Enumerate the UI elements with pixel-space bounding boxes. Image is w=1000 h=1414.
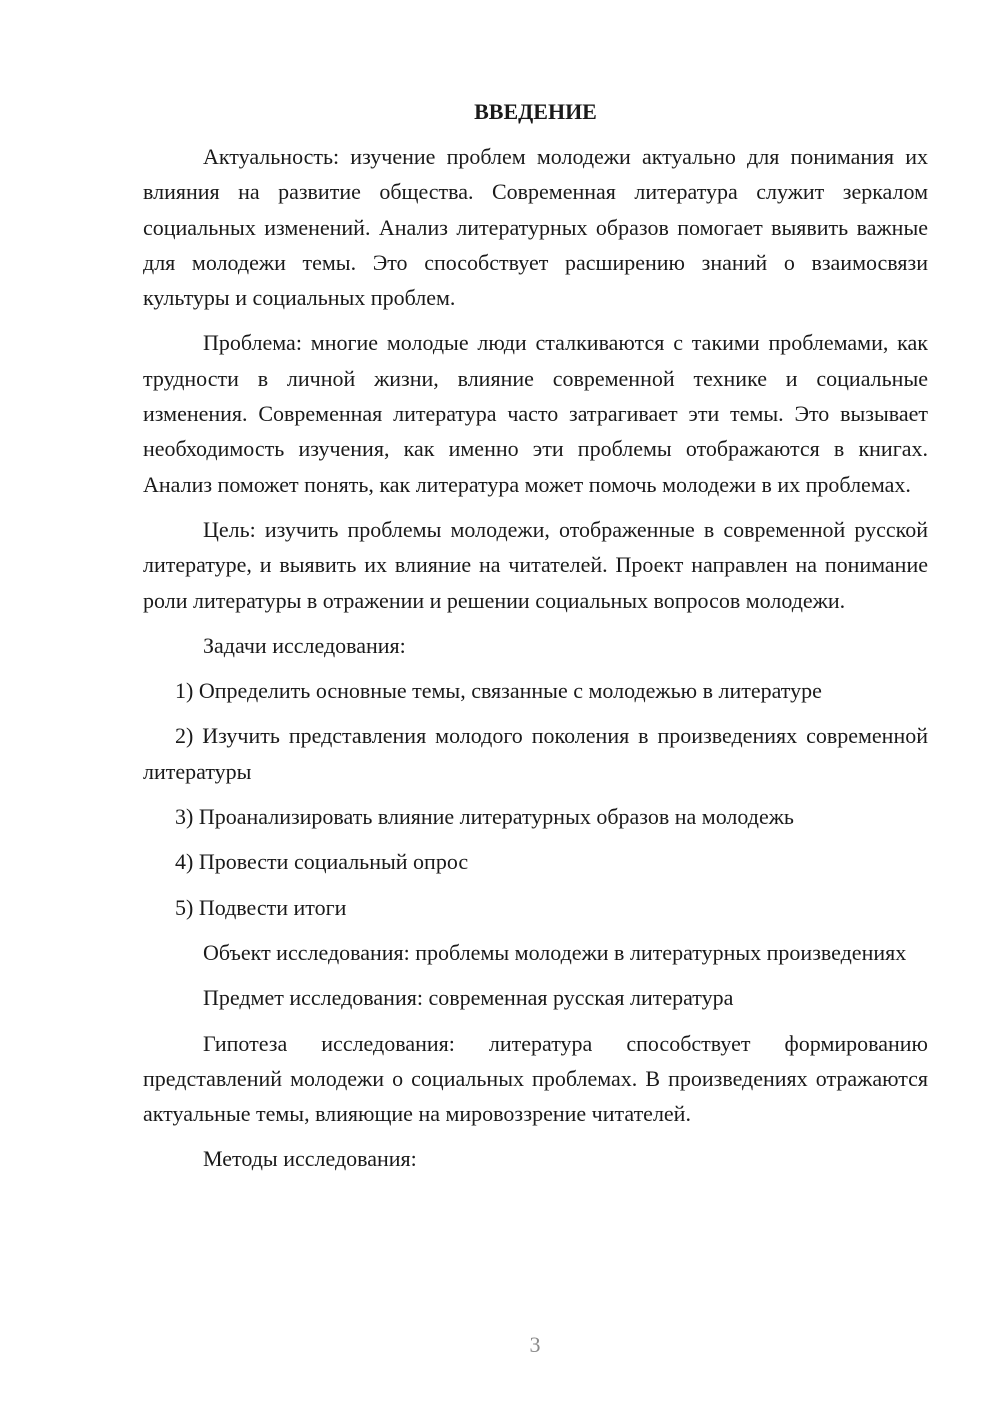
section-title: ВВЕДЕНИЕ [474, 99, 597, 124]
paragraph-methods: Методы исследования: [203, 1146, 417, 1172]
paragraph-goal: Цель: изучить проблемы молодежи, отображенные в современной русской литературе, и выявить их влияние на читателей. Проект направлен на понимание роли литературы в отражении и решении социальных вопросов молодежи. [143, 516, 928, 613]
paragraph-tasks-heading: Задачи исследования: [203, 632, 406, 658]
task-item: 3) Проанализировать влияние литературных образов на молодежь [175, 804, 794, 830]
paragraph-object: Объект исследования: проблемы молодежи в литературных произведениях [203, 939, 907, 965]
paragraph-relevance: Актуальность: изучение проблем молодежи актуально для понимания их влияния на развитие общества. Современная литература служит зеркалом социальных изменений. Анализ литературных образов помогает выявить важные для молодежи темы. Это способствует расширению знаний о взаимосвязи культуры и социальных проблем. [143, 144, 928, 311]
task-item: 1) Определить основные темы, связанные с молодежью в литературе [175, 678, 822, 704]
task-item: 4) Провести социальный опрос [175, 849, 469, 875]
paragraph-problem: Проблема: многие молодые люди сталкиваются с такими проблемами, как трудности в личной жизни, влияние современной технике и социальные изменения. Современная литература часто затрагивает эти темы. Это вызывает необходимость изучения, как именно эти проблемы отображаются в книгах. Анализ поможет понять, как литература может помочь молодежи в их проблемах. [143, 330, 928, 497]
task-item: 2) Изучить представления молодого поколения в произведениях современной литературы [143, 723, 928, 784]
page-number: 3 [529, 1332, 541, 1357]
document-page [143, 94, 928, 1187]
paragraph-subject: Предмет исследования: современная русская литература [203, 985, 734, 1011]
paragraph-hypothesis: Гипотеза исследования: литература способствует формированию представлений молодежи о социальных проблемах. В произведениях отражаются актуальные темы, влияющие на мировоззрение читателей. [143, 1030, 928, 1127]
task-item: 5) Подвести итоги [175, 894, 347, 920]
